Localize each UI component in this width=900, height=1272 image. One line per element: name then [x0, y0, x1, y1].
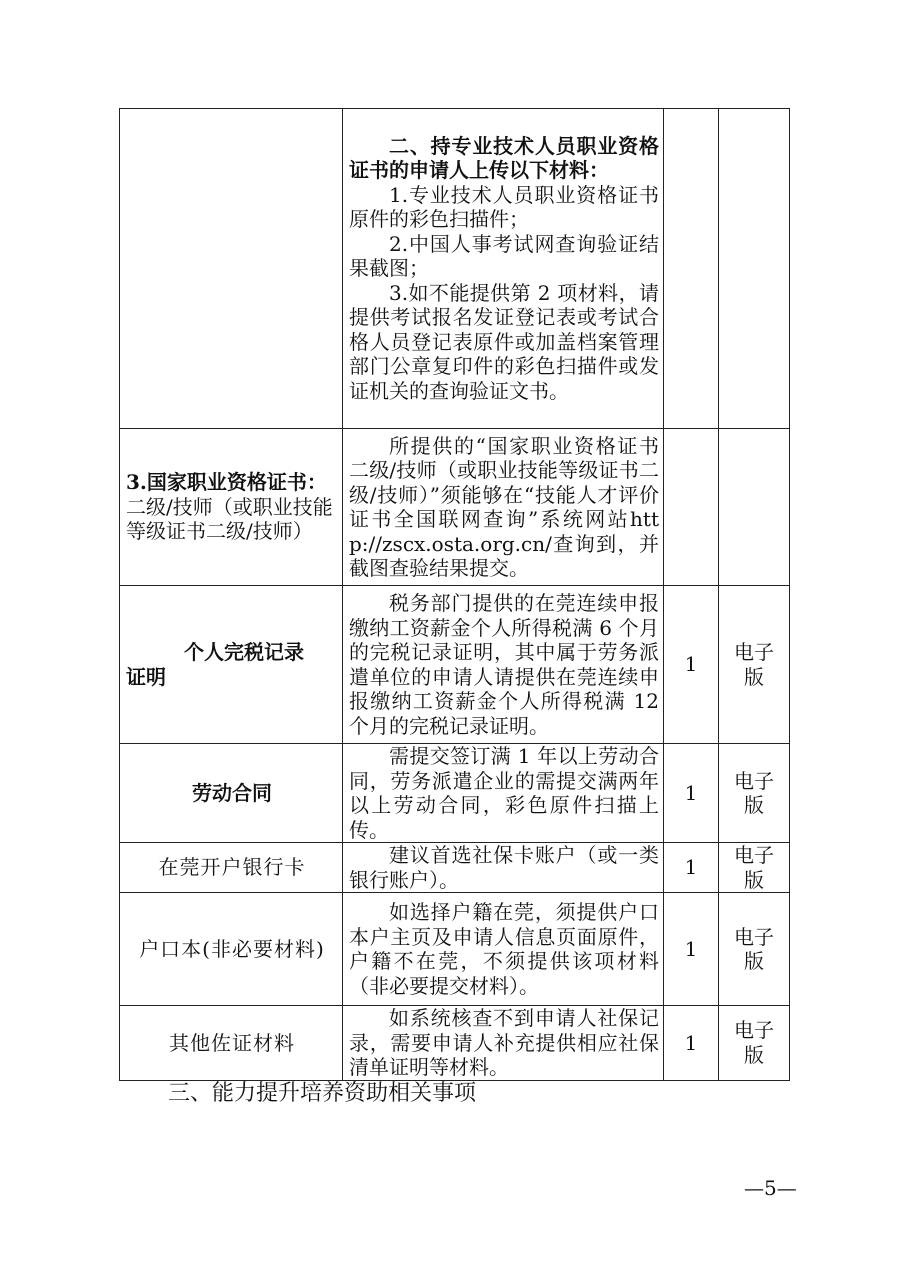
format-line: 电子	[734, 843, 774, 867]
format-line: 版	[744, 1042, 764, 1067]
format-line: 电子	[734, 924, 774, 949]
requirement-cell	[343, 109, 664, 429]
material-name-line: 个人完税记录	[184, 640, 304, 664]
format-cell	[719, 744, 790, 843]
material-name-cell: 户口本(非必要材料)	[120, 893, 343, 1006]
format-line: 电子	[734, 768, 774, 793]
requirement-cell	[343, 1006, 664, 1081]
requirement-text: 需提交签订满 1 年以上劳动合同，劳务派遣企业的需提交满两年以上劳动合同，彩色原件扫描上传。	[349, 744, 659, 842]
requirement-text: 如选择户籍在莞，须提供户口本户主页及申请人信息页面原件，户籍不在莞，不须提供该项材料（非必要提交材料）。	[349, 900, 659, 998]
count-cell: 1	[664, 744, 719, 843]
material-name-cell	[120, 429, 343, 586]
count-cell: 1	[664, 1006, 719, 1081]
requirement-item: 2.中国人事考试网查询验证结果截图；	[349, 231, 659, 281]
requirement-heading: 二、持专业技术人员职业资格证书的申请人上传以下材料：	[349, 133, 659, 183]
count-cell	[664, 429, 719, 586]
requirement-text: 所提供的“国家职业资格证书二级/技师（或职业技能等级证书二级/技师）”须能够在“技能人才评价证书全国联网查询”系统网站http://zscx.osta.org.cn/查询到，并截图查验结果提交。	[349, 433, 659, 580]
material-name-rest: 二级/技师（或职业技能等级证书二级/技师）	[126, 494, 333, 544]
requirement-text: 建议首选社保卡账户（或一类银行账户）。	[349, 843, 659, 892]
format-cell	[719, 843, 790, 893]
count-cell: 1	[664, 843, 719, 893]
requirement-cell	[343, 429, 664, 586]
table-row	[120, 429, 790, 586]
requirement-cell	[343, 744, 664, 843]
material-name-line: 证明	[126, 664, 166, 689]
requirement-item: 3.如不能提供第 2 项材料，请提供考试报名发证登记表或考试合格人员登记表原件或加盖档案管理部门公章复印件的彩色扫描件或发证机关的查询验证文书。	[349, 280, 659, 403]
requirement-text: 税务部门提供的在莞连续申报缴纳工资薪金个人所得税满 6 个月的完税记录证明，其中属于劳务派遣单位的申请人请提供在莞连续申报缴纳工资薪金个人所得税满 12 个月的完税记录证明。	[349, 591, 659, 738]
material-name-bold: 3.国家职业资格证书：	[126, 470, 327, 495]
format-line: 版	[744, 867, 764, 892]
count-cell: 1	[664, 893, 719, 1006]
material-name-cell	[120, 109, 343, 429]
table-row	[120, 893, 790, 1006]
requirement-cell	[343, 586, 664, 744]
materials-table	[119, 108, 790, 1081]
count-cell	[664, 109, 719, 429]
requirement-cell	[343, 843, 664, 893]
format-line: 电子	[734, 1018, 774, 1043]
table-row	[120, 1006, 790, 1081]
section-heading: 三、能力提升培养资助相关事项	[168, 1081, 477, 1106]
format-line: 电子	[734, 640, 774, 664]
format-cell	[719, 429, 790, 586]
count-cell: 1	[664, 586, 719, 744]
table-row	[120, 586, 790, 744]
table-row	[120, 843, 790, 893]
format-cell	[719, 893, 790, 1006]
format-cell	[719, 1006, 790, 1081]
material-name-cell	[120, 586, 343, 744]
table-row	[120, 744, 790, 843]
page-number: —5—	[744, 1176, 797, 1200]
format-line: 版	[744, 949, 764, 973]
requirement-cell	[343, 893, 664, 1006]
requirement-item: 1.专业技术人员职业资格证书原件的彩色扫描件；	[349, 182, 659, 232]
material-name-cell: 劳动合同	[120, 744, 343, 843]
format-cell	[719, 586, 790, 744]
material-name-cell: 其他佐证材料	[120, 1006, 343, 1081]
requirement-text: 如系统核查不到申请人社保记录，需要申请人补充提供相应社保清单证明等材料。	[349, 1006, 659, 1079]
table-row	[120, 109, 790, 429]
format-cell	[719, 109, 790, 429]
format-line: 版	[744, 664, 764, 689]
format-line: 版	[744, 793, 764, 817]
material-name-cell: 在莞开户银行卡	[120, 843, 343, 893]
